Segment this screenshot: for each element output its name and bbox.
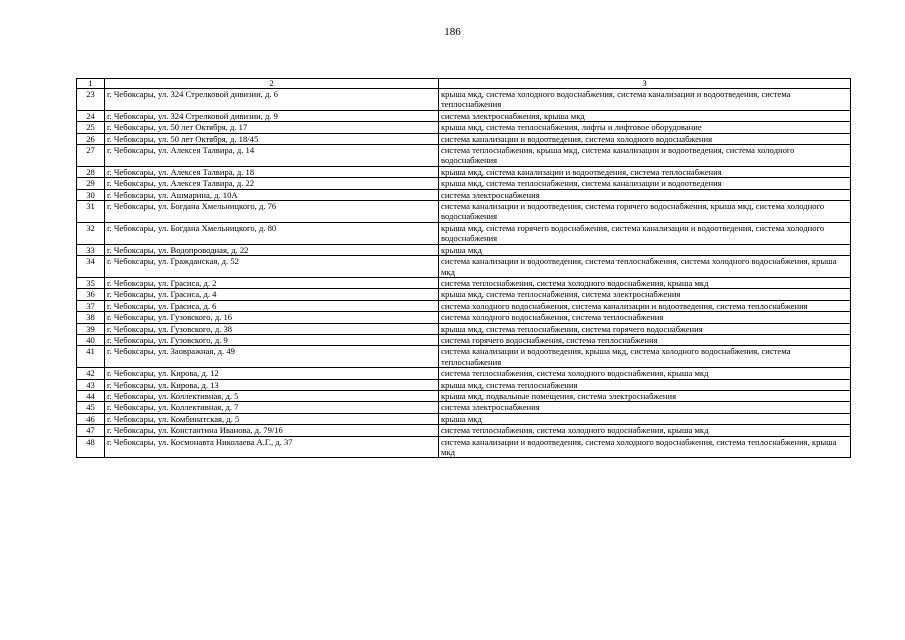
table-row xyxy=(77,413,851,424)
address-cell: г. Чебоксары, ул. Коллективная, д. 7 xyxy=(105,402,439,413)
row-number: 33 xyxy=(77,244,105,255)
row-number: 30 xyxy=(77,189,105,200)
address-cell: г. Чебоксары, ул. Заовражная, д. 49 xyxy=(105,346,439,368)
table-row xyxy=(77,425,851,436)
address-cell: г. Чебоксары, ул. Кирова, д. 12 xyxy=(105,368,439,379)
systems-cell: крыша мкд, система теплоснабжения, система горячего водоснабжения xyxy=(439,323,851,334)
systems-cell: система теплоснабжения, система холодного водоснабжения, крыша мкд xyxy=(439,368,851,379)
table-row xyxy=(77,122,851,133)
address-cell: г. Чебоксары, ул. Алексея Талвира, д. 14 xyxy=(105,145,439,167)
building-registry-table xyxy=(76,78,851,458)
column-header-systems: 3 xyxy=(439,79,851,89)
systems-cell: крыша мкд, система горячего водоснабжения, система канализации и водоотведения, система холодного водоснабжения xyxy=(439,222,851,244)
row-number: 23 xyxy=(77,89,105,111)
systems-cell: крыша мкд xyxy=(439,413,851,424)
row-number: 48 xyxy=(77,436,105,458)
table-header-row xyxy=(77,79,851,89)
systems-cell: крыша мкд xyxy=(439,244,851,255)
table-row xyxy=(77,178,851,189)
address-cell: г. Чебоксары, ул. Алексея Талвира, д. 18 xyxy=(105,166,439,177)
table-row xyxy=(77,436,851,458)
systems-cell: система канализации и водоотведения, система холодного водоснабжения xyxy=(439,133,851,144)
column-header-address: 2 xyxy=(105,79,439,89)
row-number: 42 xyxy=(77,368,105,379)
address-cell: г. Чебоксары, ул. Гражданская, д. 52 xyxy=(105,256,439,278)
table-row xyxy=(77,334,851,345)
systems-cell: крыша мкд, система теплоснабжения xyxy=(439,379,851,390)
table-row xyxy=(77,289,851,300)
row-number: 27 xyxy=(77,145,105,167)
row-number: 31 xyxy=(77,201,105,223)
row-number: 45 xyxy=(77,402,105,413)
table-body xyxy=(77,79,851,458)
systems-cell: система канализации и водоотведения, система теплоснабжения, система холодного водоснабжения, крыша мкд xyxy=(439,256,851,278)
table-row xyxy=(77,346,851,368)
address-cell: г. Чебоксары, ул. Гузовского, д. 16 xyxy=(105,312,439,323)
systems-cell: система электроснабжения, крыша мкд xyxy=(439,110,851,121)
page-number: 186 xyxy=(444,26,461,38)
row-number: 37 xyxy=(77,300,105,311)
systems-cell: система горячего водоснабжения, система теплоснабжения xyxy=(439,334,851,345)
systems-cell: система электроснабжения xyxy=(439,189,851,200)
address-cell: г. Чебоксары, ул. Водопроводная, д. 22 xyxy=(105,244,439,255)
address-cell: г. Чебоксары, ул. 50 лет Октября, д. 18/45 xyxy=(105,133,439,144)
table-row xyxy=(77,244,851,255)
systems-cell: система канализации и водоотведения, система холодного водоснабжения, система теплоснабжения, крыша мкд xyxy=(439,436,851,458)
row-number: 41 xyxy=(77,346,105,368)
row-number: 44 xyxy=(77,390,105,401)
table-row xyxy=(77,323,851,334)
systems-cell: система холодного водоснабжения, система теплоснабжения xyxy=(439,312,851,323)
address-cell: г. Чебоксары, ул. Грасиса, д. 2 xyxy=(105,277,439,288)
systems-cell: крыша мкд, система теплоснабжения, система электроснабжения xyxy=(439,289,851,300)
systems-cell: система канализации и водоотведения, крыша мкд, система холодного водоснабжения, система теплоснабжения xyxy=(439,346,851,368)
systems-cell: система теплоснабжения, крыша мкд, система канализации и водоотведения, система холодного водоснабжения xyxy=(439,145,851,167)
systems-cell: система холодного водоснабжения, система канализации и водоотведения, система теплоснабжения xyxy=(439,300,851,311)
table-row xyxy=(77,201,851,223)
row-number: 39 xyxy=(77,323,105,334)
table-row xyxy=(77,390,851,401)
row-number: 25 xyxy=(77,122,105,133)
address-cell: г. Чебоксары, ул. Гузовского, д. 38 xyxy=(105,323,439,334)
row-number: 36 xyxy=(77,289,105,300)
row-number: 24 xyxy=(77,110,105,121)
table-row xyxy=(77,110,851,121)
systems-cell: система теплоснабжения, система холодного водоснабжения, крыша мкд xyxy=(439,277,851,288)
address-cell: г. Чебоксары, ул. Грасиса, д. 4 xyxy=(105,289,439,300)
row-number: 38 xyxy=(77,312,105,323)
row-number: 47 xyxy=(77,425,105,436)
systems-cell: крыша мкд, система теплоснабжения, лифты и лифтовое оборудование xyxy=(439,122,851,133)
systems-cell: система канализации и водоотведения, система горячего водоснабжения, крыша мкд, система холодного водоснабжения xyxy=(439,201,851,223)
table-row xyxy=(77,300,851,311)
table-row xyxy=(77,89,851,111)
row-number: 28 xyxy=(77,166,105,177)
address-cell: г. Чебоксары, ул. Константина Иванова, д. 79/16 xyxy=(105,425,439,436)
address-cell: г. Чебоксары, ул. Космонавта Николаева А.Г., д. 37 xyxy=(105,436,439,458)
address-cell: г. Чебоксары, ул. Комбинатская, д. 5 xyxy=(105,413,439,424)
address-cell: г. Чебоксары, ул. 50 лет Октября, д. 17 xyxy=(105,122,439,133)
table-row xyxy=(77,222,851,244)
row-number: 43 xyxy=(77,379,105,390)
address-cell: г. Чебоксары, ул. Богдана Хмельницкого, д. 80 xyxy=(105,222,439,244)
row-number: 34 xyxy=(77,256,105,278)
address-cell: г. Чебоксары, ул. Гузовского, д. 9 xyxy=(105,334,439,345)
table-row xyxy=(77,145,851,167)
row-number: 26 xyxy=(77,133,105,144)
table-row xyxy=(77,402,851,413)
table-row xyxy=(77,189,851,200)
address-cell: г. Чебоксары, ул. Кирова, д. 13 xyxy=(105,379,439,390)
systems-cell: крыша мкд, система теплоснабжения, система канализации и водоотведения xyxy=(439,178,851,189)
systems-cell: крыша мкд, система канализации и водоотведения, система теплоснабжения xyxy=(439,166,851,177)
table-row xyxy=(77,379,851,390)
row-number: 32 xyxy=(77,222,105,244)
systems-cell: система электроснабжения xyxy=(439,402,851,413)
table-row xyxy=(77,277,851,288)
column-header-number: 1 xyxy=(77,79,105,89)
address-cell: г. Чебоксары, ул. 324 Стрелковой дивизии, д. 6 xyxy=(105,89,439,111)
systems-cell: крыша мкд, система холодного водоснабжения, система канализации и водоотведения, система теплоснабжения xyxy=(439,89,851,111)
row-number: 35 xyxy=(77,277,105,288)
table-row xyxy=(77,312,851,323)
row-number: 46 xyxy=(77,413,105,424)
table-row xyxy=(77,166,851,177)
address-cell: г. Чебоксары, ул. 324 Стрелковой дивизии, д. 9 xyxy=(105,110,439,121)
row-number: 40 xyxy=(77,334,105,345)
address-cell: г. Чебоксары, ул. Коллективная, д. 5 xyxy=(105,390,439,401)
address-cell: г. Чебоксары, ул. Богдана Хмельницкого, д. 76 xyxy=(105,201,439,223)
address-cell: г. Чебоксары, ул. Ашмарина, д. 10А xyxy=(105,189,439,200)
address-cell: г. Чебоксары, ул. Грасиса, д. 6 xyxy=(105,300,439,311)
address-cell: г. Чебоксары, ул. Алексея Талвира, д. 22 xyxy=(105,178,439,189)
table-row xyxy=(77,133,851,144)
systems-cell: система теплоснабжения, система холодного водоснабжения, крыша мкд xyxy=(439,425,851,436)
table-row xyxy=(77,368,851,379)
row-number: 29 xyxy=(77,178,105,189)
systems-cell: крыша мкд, подвальные помещения, система электроснабжения xyxy=(439,390,851,401)
table-row xyxy=(77,256,851,278)
